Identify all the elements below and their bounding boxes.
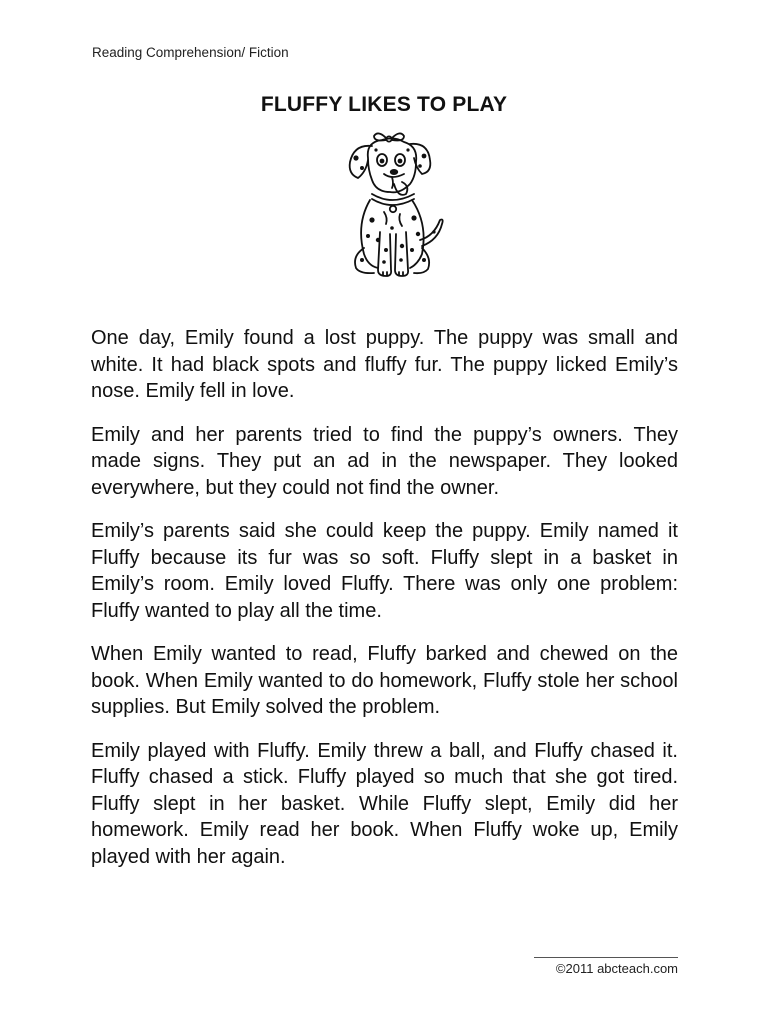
- footer-divider: [534, 957, 678, 958]
- story-text: [91, 325, 678, 887]
- page-title: FLUFFY LIKES TO PLAY: [260, 93, 508, 116]
- story-paragraph-2: Emily and her parents tried to find the puppy’s owners. They made signs. They put an ad in the newspaper. They looked everywhere, but they could not find the owner.: [91, 423, 678, 499]
- copyright-notice: ©2011 abcteach.com: [555, 961, 678, 976]
- document-category-label: Reading Comprehension/ Fiction: [92, 45, 289, 60]
- story-paragraph-3: Emily’s parents said she could keep the puppy. Emily named it Fluffy because its fur was so soft. Fluffy slept in a basket in Emily’s room. Emily loved Fluffy. There was only one problem: Fluffy wanted to play all the time.: [91, 520, 678, 622]
- spotted-puppy-icon: [334, 128, 452, 280]
- story-paragraph-4: When Emily wanted to read, Fluffy barked and chewed on the book. When Emily wanted to do homework, Fluffy stole her school supplies. But Emily solved the problem.: [91, 643, 678, 718]
- story-paragraph-1: One day, Emily found a lost puppy. The puppy was small and white. It had black spots and fluffy fur. The puppy licked Emily’s nose. Emily fell in love.: [91, 327, 678, 402]
- story-paragraph-5: Emily played with Fluffy. Emily threw a ball, and Fluffy chased it. Fluffy chased a stick. Fluffy played so much that she got tired. Fluffy slept in her basket. While Fluffy slept, Emily did her homework. Emily read her book. When Fluffy woke up, Emily played with her again.: [91, 739, 678, 868]
